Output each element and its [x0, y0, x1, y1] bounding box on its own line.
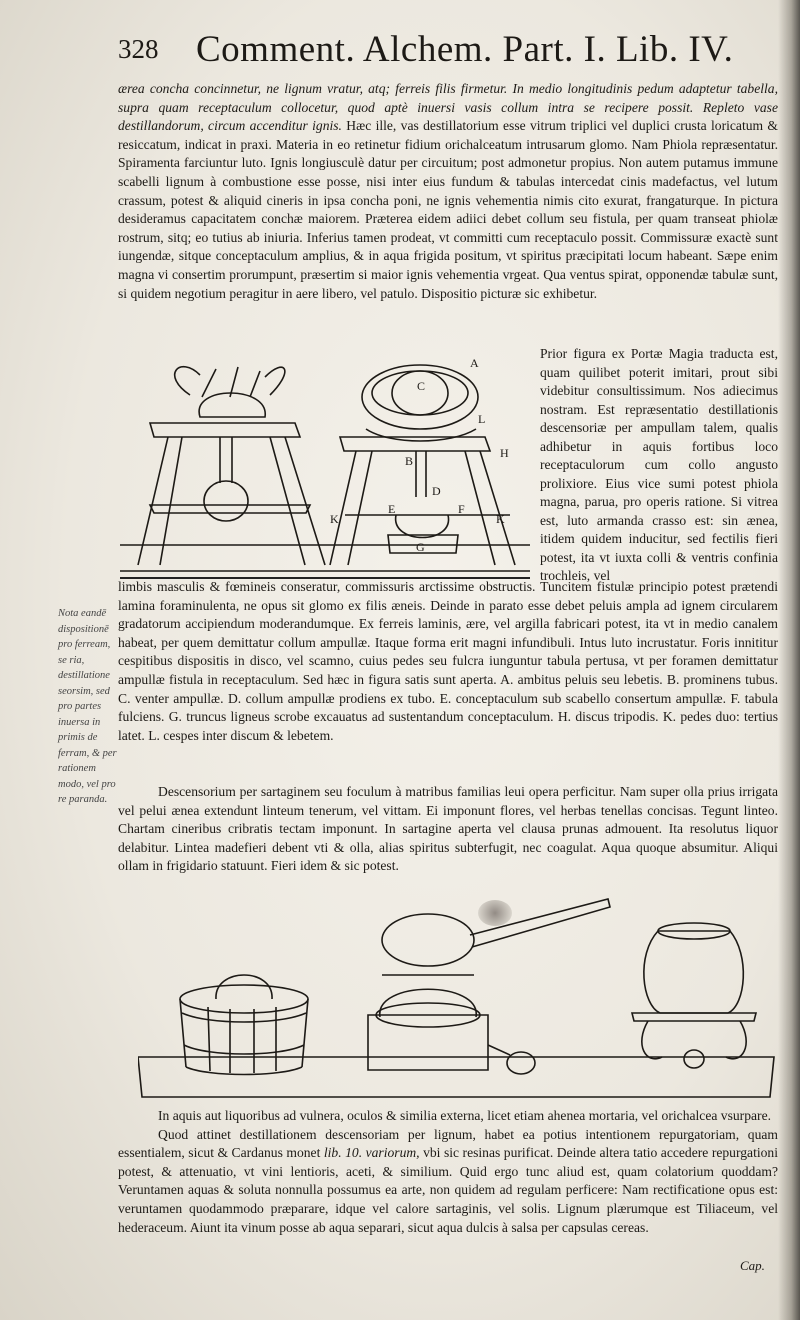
lignum-text-end: vbi sic resinas purificat. Deinde altera tatio accedere repurgationi potest, & attenuatio, vt vini lentioris, aceti, & similium. Quid ergo tunc aliud est, quam colatorium quoddam? Veruntamen aquas & soluta nonnulla possumus ea arte, non quidem ad regulam perficere: Nam rectificatione opus est: veruntamen quodammodo præparare, idque vel calore sartaginis, vel solis. Lignum plærumque est Tiliaceum, vel hederaceum. Aiunt ita vinum posse ab aqua separari, sicut aqua dulcis à salsa per capsulas cereas. [118, 1145, 779, 1235]
figure-label-l: L [478, 412, 486, 426]
lignum-paragraph [118, 1126, 778, 1238]
opening-paragraph [118, 80, 778, 303]
figure-label-a: A [470, 356, 479, 370]
page-number: 328 [118, 34, 159, 64]
sartago-text: Descensorium per sartaginem seu foculum à matribus familias leui opera perficitur. Nam super olla prius irrigata vel pelui ænea extendunt linteum tenerum, vel vittam. Ei imponunt flores, vel herbas tenellas concisas. Tegunt linteo. Chartam cineribus cribratis tectam imponunt. In sartagine aperta vel clausa prunas admouent. Ita resolutus liquor delabitur. Lintea madefieri debent vti & olla, alias spiritus subterfugit, nec coagulat. Aqua quoque absumitur. Aliqui ollam in frigidario statuunt. Fieri idem & sic potest. [118, 784, 778, 874]
apparatus-description-text: limbis masculis & fœmineis conseratur, commissuris arctissime obstructis. Tuncitem fistulæ principio potest prætendi lamina foraminulenta, ne opus sit glomo ex filis æneis. Deinde in parato esse debet peluis ampla ad ignem circularem gradatorum accipiendum moderandumque. Ex ferreis laminis, ære, vel argilla fabricari potest, ita vt in medio canalem habeat, per quem demittatur collum ampullæ. Itaque forma erit magni infundibuli. Intus luto incrustatur. Foris innititur cespitibus dispositis in disco, vel scamno, cuius pedes seu fulcra iunguntur tabula pertusa, vt per foramen demittatur ampullæ fistula in receptaculum. Sed hæc in figura satis sunt aperta. A. ambitus peluis seu lebetis. B. prominens tubus. C. venter ampullæ. D. collum ampullæ prodiens ex tubo. E. conceptaculum sub scabello consertum ampullæ. F. tabula fulciens. G. truncus ligneus scrobe excauatus ad sustentandum conceptaculum. H. discus tripodis. K. pedes duo: tertius latet. L. cespes inter discum & lebetem. [118, 579, 778, 743]
closing-paragraphs [118, 1107, 778, 1237]
mortaria-text: In aquis aut liquoribus ad vulnera, oculos & similia externa, licet etiam ahenea mortaria, vel orichalcea vsurpare. [158, 1108, 771, 1123]
figure-label-k-right: K [496, 512, 505, 526]
figure-label-f: F [458, 502, 465, 516]
page-gutter-shadow [778, 0, 800, 1320]
figure-label-k-left: K [330, 512, 339, 526]
household-vessels-figure [138, 895, 778, 1100]
figure-label-g: G [416, 540, 425, 554]
figure-label-d: D [432, 484, 441, 498]
cardanus-reference: lib. 10. variorum, [323, 1145, 420, 1161]
commentary-text: Hæc ille, vas destillatorium esse vitrum triplici vel duplici crusta loricatum & resiccatum, indicat in praxi. Materia in eo retinetur fidium orichalceatum intrusarum glomo. Nam Phiola repræsentatur. Spiramenta farciuntur luto. Ignis longiusculè datur per circuitum; post admonetur propius. Non autem putamus immune scabelli lignum à combustione esse posse, nisi inter eius fundum & tabulas intercedat cinis madefactus, vel lutum crassum, potest & aliquid cineris in ipsa concha poni, ne ignis vehementia nimis cito exurat, frangaturque. In pictura desideramus capacitatem conchæ maiorem. Præterea eidem adiici debet collum seu fistula, per quam transeat phiolæ rostrum, sitq; eo tutius ab iniuria. Inferius tamen prodeat, vt committi cum receptaculo possit. Commissuræ exactè sunt iungendæ, sitque conceptaculum amplius, & in aqua frigida positum, vt spiritus præcipitati locum habeant. Sæpe enim magna vi consertim prorumpunt, præsertim si maior ignis vehementia vrgeat. Qua ventus spirat, opponendæ tabulæ sunt, si quidem negotium peragitur in aere libero, vel patulo. Dispositio picturæ sic exhibetur. [118, 118, 779, 301]
margin-note: Nota eandē dispositionē pro ferream, se ria, destillatione seorsim, sed pro partes inuersa in primis de ferram, & per rationem modo, vel pro re paranda. [58, 608, 117, 805]
running-title: Comment. Alchem. Part. I. Lib. IV. [196, 29, 734, 70]
page-header [118, 28, 768, 74]
figure-side-paragraph: Prior figura ex Portæ Magia traducta est, quam quilibet poterit imitari, prout sibi videbitur consultissimum. Nos adiecimus nostram. Est repræsentatio destillationis descensoriæ per ampullam talem, qualis adhibetur in aquis fortibus loco receptaculorum cum collo angusto prolixiore. Eius vice sumi potest phiola magna, parua, pro operis ratione. Si vitrea est, luto armanda crasso est: sin ænea, itidem quidem inducitur, sed fectilis fieri potest, ita vt iuxta colli & ventris confinia trochleis, vel [540, 346, 778, 583]
figure-label-b: B [405, 454, 414, 468]
sartago-paragraph [118, 783, 778, 876]
apparatus-description [118, 578, 778, 745]
figure-label-e: E [388, 502, 396, 516]
figure-label-c: C [417, 379, 426, 393]
catchword: Cap. [740, 1258, 765, 1273]
lignum-text-start: Quod attinet destillationem descensoriam per lignum, habet ea potius intentionem repurgatoriam, quam essentialem, sicut & Cardanus monet [118, 1126, 778, 1161]
figure-label-h: H [500, 446, 509, 460]
italic-quotation: ærea concha concinnetur, ne lignum vratur, atq; ferreis filis firmetur. In medio longitudinis pedum adaptetur tabella, supra quam receptaculum collocetur, quod aptè inuersi vasis collum intra se recipere possit. Repleto vase destillandorum, circum accenditur ignis. [118, 81, 778, 134]
descensory-apparatus-figure [120, 345, 530, 579]
